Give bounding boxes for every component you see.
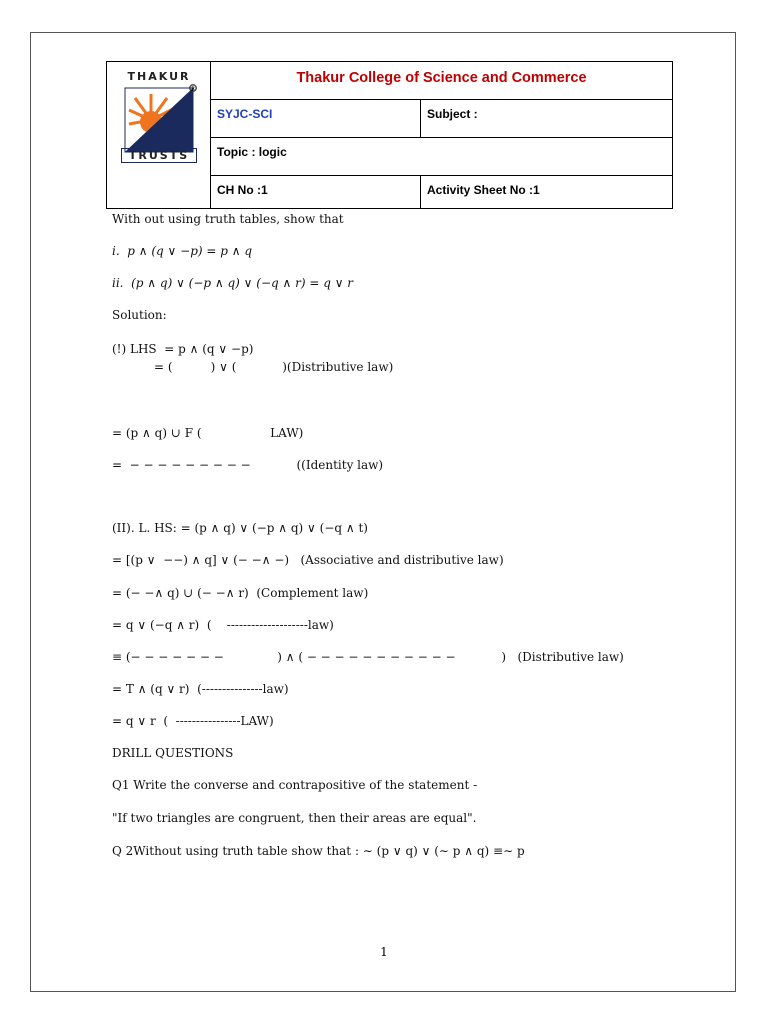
solution-2-line-5: ≡ (− − − − − − − ) ∧ ( − − − − − − − − − − − ) (Distributive law) [112,650,624,664]
solution-1-line-3: = (p ∧ q) ∪ F ( LAW) [112,426,304,440]
header-table [106,61,673,209]
registered-mark: ® [189,84,197,93]
subject-label: Subject : [427,107,478,121]
drill-question-2: Q 2Without using truth table show that : ∼ (p ∨ q) ∨ (∼ p ∧ q) ≡∼ p [112,844,525,858]
college-title-row [211,62,672,100]
solution-1-line-2: = ( ) ∨ ( )(Distributive law) [112,360,394,374]
thakur-trusts-logo-icon [121,84,197,158]
solution-2-line-4: = q ∨ (−q ∧ r) ( --------------------law) [112,618,334,632]
topic-row [211,138,672,176]
solution-1-line-4: = − − − − − − − − − ((Identity law) [112,458,384,472]
activity-cell [421,176,672,208]
solution-2-line-7: = q ∨ r ( ----------------LAW) [112,714,274,728]
intro-text: With out using truth tables, show that [112,212,344,226]
page-number: 1 [380,945,388,959]
question-ii: ii. (p ∧ q) ∨ (−p ∧ q) ∨ (−q ∧ r) = q ∨ r [112,276,354,290]
solution-2-line-6: = T ∧ (q ∨ r) (---------------law) [112,682,289,696]
topic-cell [211,138,672,175]
logo-top-text: THAKUR [127,70,191,83]
chapter-activity-row [211,176,672,208]
solution-2-line-2: = [(p ∨ −−) ∧ q] ∨ (− −∧ −) (Associative and distributive law) [112,553,504,567]
drill-question-1-statement: "If two triangles are congruent, then their areas are equal". [112,811,477,825]
drill-question-1: Q1 Write the converse and contrapositive of the statement - [112,778,478,792]
logo-cell [107,62,211,208]
class-cell [211,100,421,137]
activity-label: Activity Sheet No :1 [427,183,540,197]
class-subject-row [211,100,672,138]
chapter-label: CH No :1 [217,183,268,197]
solution-2-line-1: (II). L. HS: = (p ∧ q) ∨ (−p ∧ q) ∨ (−q ∧ t) [112,521,368,535]
subject-cell [421,100,672,137]
drill-questions-heading: DRILL QUESTIONS [112,746,234,760]
chapter-cell [211,176,421,208]
college-name: Thakur College of Science and Commerce [296,70,587,86]
solution-label: Solution: [112,308,167,322]
class-label: SYJC-SCI [217,107,273,121]
solution-1-line-1: (!) LHS = p ∧ (q ∨ −p) [112,342,254,356]
solution-2-line-3: = (− −∧ q) ∪ (− −∧ r) (Complement law) [112,586,369,600]
logo-bottom-text: TRUSTS [121,148,197,163]
topic-label: Topic : logic [217,145,287,159]
question-i: i. p ∧ (q ∨ −p) = p ∧ q [112,244,253,258]
